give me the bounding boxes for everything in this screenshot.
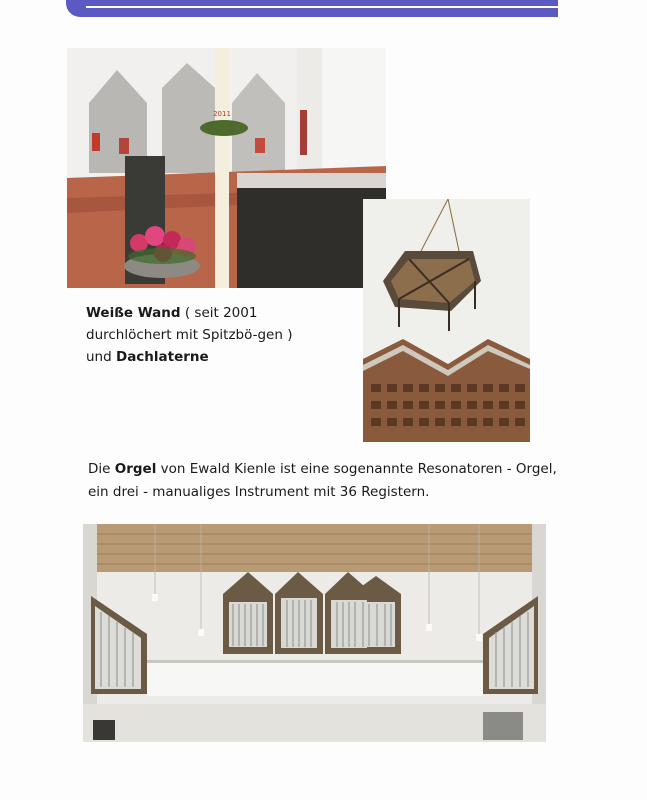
caption2-bold-organ: Orgel bbox=[114, 461, 157, 477]
roof-lantern-photo bbox=[363, 199, 530, 442]
caption-organ bbox=[88, 458, 558, 504]
altar-photo bbox=[67, 48, 386, 288]
candle-label: 2011 bbox=[213, 110, 231, 118]
caption1-bold-wall: Weiße Wand bbox=[86, 305, 181, 321]
header-line bbox=[86, 6, 558, 8]
caption-wall-lantern bbox=[86, 302, 316, 368]
header-band bbox=[66, 0, 558, 17]
organ-photo bbox=[83, 524, 546, 742]
caption2-text-start: Die bbox=[88, 461, 115, 477]
caption1-text: ( seit 2001 durchlöchert mit Spitzbö-gen ) und bbox=[86, 305, 293, 365]
caption1-bold-lantern: Dachlaterne bbox=[115, 349, 209, 365]
caption2-text-rest: von Ewald Kienle ist eine sogenannte Resonatoren - Orgel, ein drei - manualiges Instrument mit 36 Registern. bbox=[88, 461, 557, 500]
